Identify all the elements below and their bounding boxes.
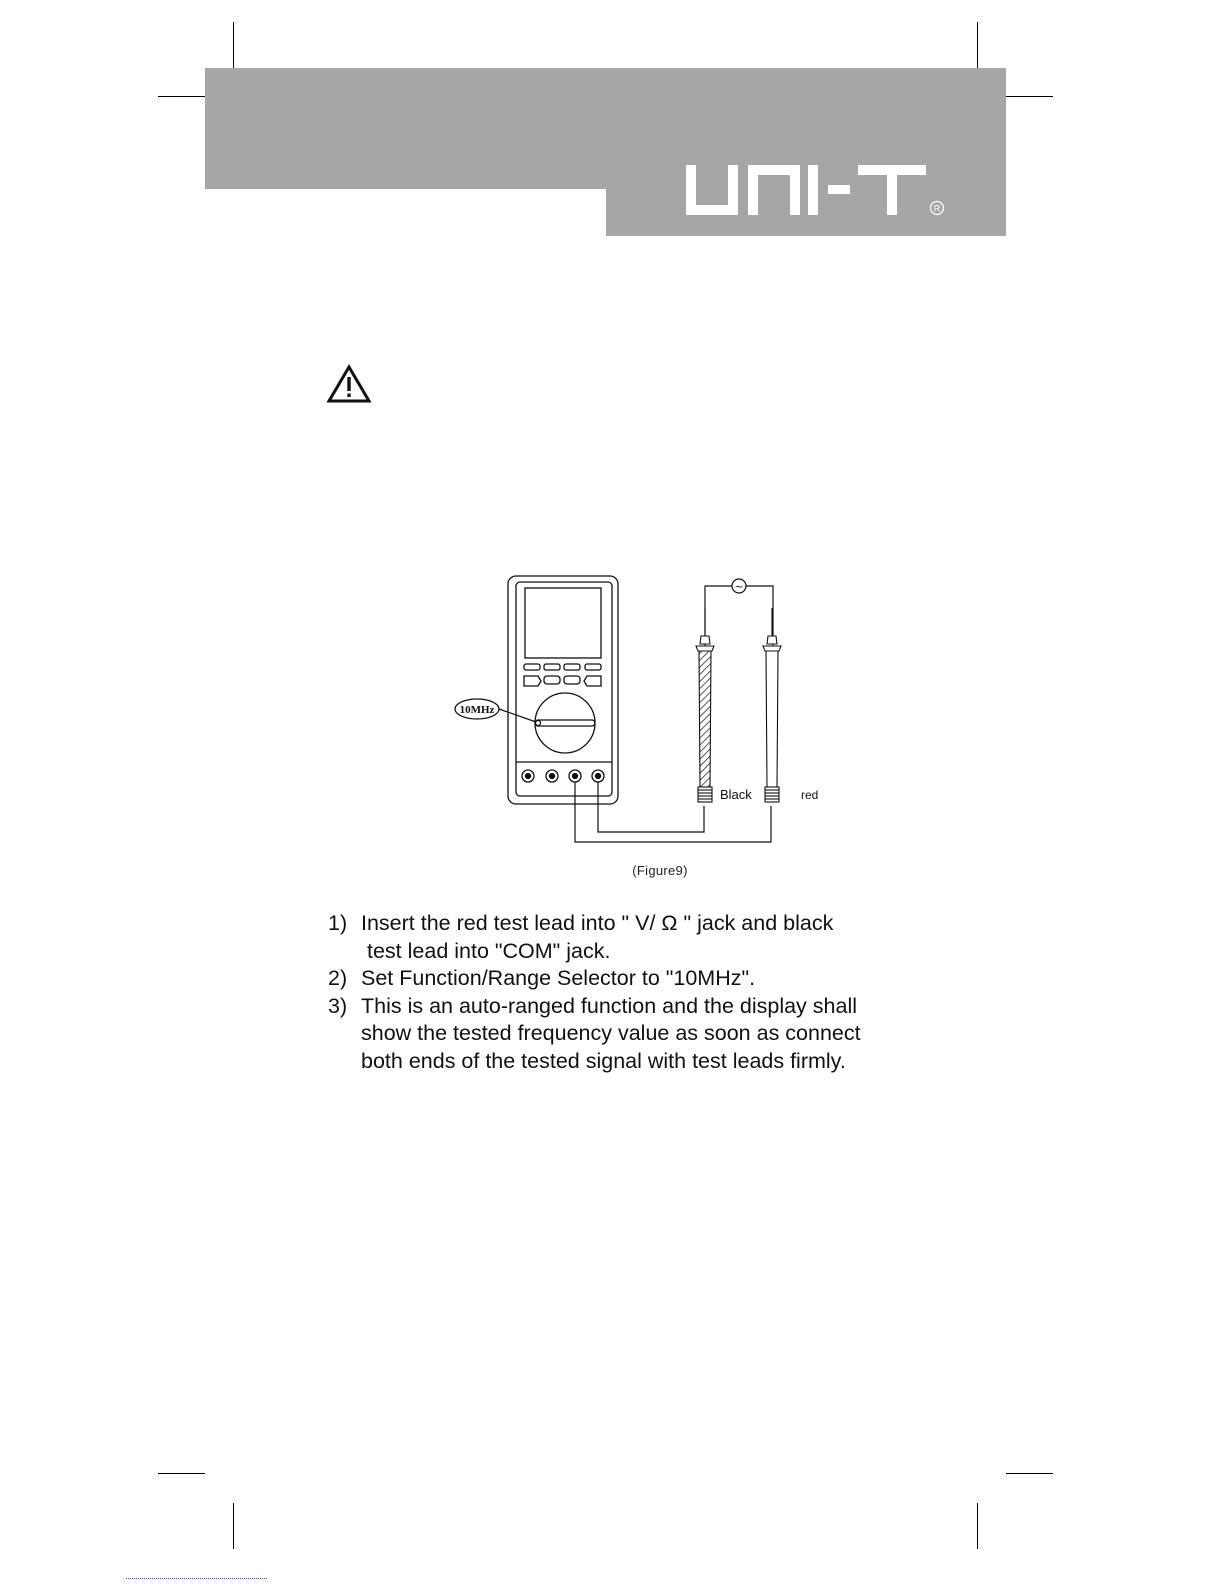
crop-mark-top-right-vertical (977, 22, 978, 68)
step-text-line: test lead into "COM" jack. (367, 938, 611, 963)
signal-source-symbol: ~ (734, 580, 744, 593)
crop-mark-bottom-right-vertical (977, 1503, 978, 1549)
red-lead-label: red (801, 788, 819, 802)
selector-callout-label: 10MHz (459, 704, 495, 716)
black-lead-label: Black (720, 787, 752, 802)
crop-mark-top-right-horizontal (1006, 96, 1053, 97)
step-text-line: Insert the red test lead into " V/ Ω " jack and black (361, 911, 834, 935)
lcd-screen (525, 588, 601, 658)
crop-mark-bottom-left-horizontal (158, 1473, 205, 1474)
multimeter-illustration (508, 576, 618, 804)
crop-mark-bottom-right-horizontal (1006, 1473, 1053, 1474)
step-number: 1) (328, 911, 348, 935)
registered-mark: R (933, 203, 941, 214)
crop-mark-top-left-horizontal (158, 96, 205, 97)
instruction-step (328, 910, 948, 965)
red-test-probe (763, 608, 781, 802)
step-number: 2) (328, 966, 348, 990)
rotary-selector (535, 693, 595, 753)
brand-logo (606, 150, 1006, 230)
figure-caption: (Figure9) (632, 863, 688, 878)
frequency-measurement-diagram (440, 566, 840, 856)
black-test-probe (696, 608, 714, 802)
crop-mark-bottom-left-vertical (233, 1503, 234, 1549)
step-text: This is an auto-ranged function and the display shall show the tested frequency value as soon as connect both ends of the tested signal with test leads firmly. (361, 993, 861, 1073)
instruction-step (328, 993, 948, 1076)
instruction-list (328, 910, 948, 1075)
step-text: Set Function/Range Selector to "10MHz". (361, 966, 756, 990)
step-text (361, 910, 948, 965)
instruction-step (328, 965, 948, 993)
crop-mark-top-left-vertical (233, 22, 234, 68)
bottom-dotted-rule (126, 1578, 267, 1580)
selector-callout (455, 699, 536, 722)
warning-triangle-icon (326, 364, 372, 404)
step-number: 3) (328, 993, 348, 1018)
